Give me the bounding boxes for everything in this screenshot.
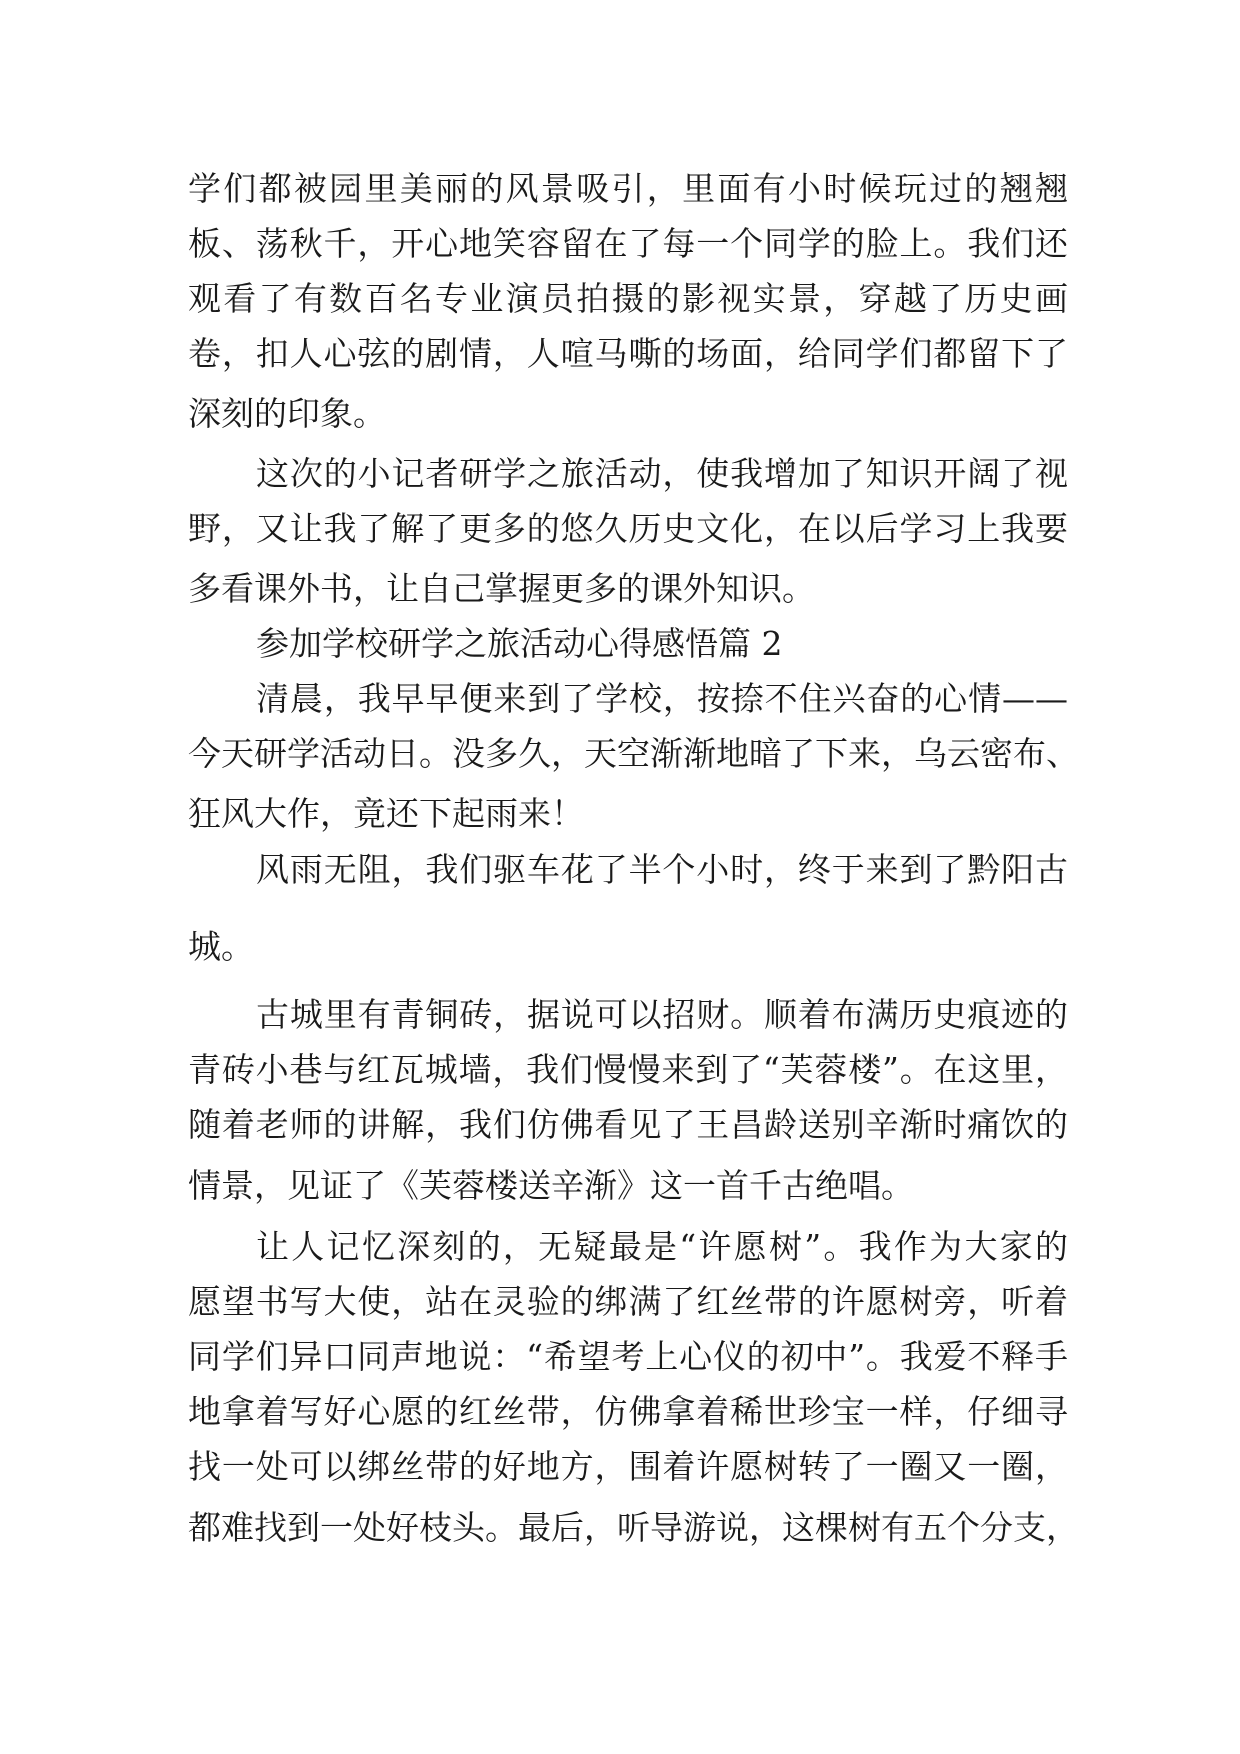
text-line: 情景，见证了《芙蓉楼送辛渐》这一首千古绝唱。: [188, 1166, 914, 1205]
text-line: 城。: [188, 927, 254, 966]
text-line: 板、荡秋千，开心地笑容留在了每一个同学的脸上。我们还: [188, 224, 1068, 263]
paragraph-first-line: 让人记忆深刻的，无疑最是“许愿树”。我作为大家的: [256, 1227, 1068, 1266]
text-line: 狂风大作，竟还下起雨来！: [188, 794, 584, 833]
text-line: 野，又让我了解了更多的悠久历史文化，在以后学习上我要: [188, 509, 1068, 548]
text-line: 观看了有数百名专业演员拍摄的影视实景，穿越了历史画: [188, 279, 1068, 318]
section-heading: 参加学校研学之旅活动心得感悟篇 2: [256, 624, 783, 663]
text-line: 找一处可以绑丝带的好地方，围着许愿树转了一圈又一圈，: [188, 1447, 1068, 1486]
text-line: 地拿着写好心愿的红丝带，仿佛拿着稀世珍宝一样，仔细寻: [188, 1392, 1068, 1431]
text-line: 同学们异口同声地说：“希望考上心仪的初中”。我爱不释手: [188, 1337, 1068, 1376]
text-line: 卷，扣人心弦的剧情，人喧马嘶的场面，给同学们都留下了: [188, 334, 1068, 373]
text-line: 今天研学活动日。没多久，天空渐渐地暗了下来，乌云密布、: [188, 734, 1079, 773]
text-line: 青砖小巷与红瓦城墙，我们慢慢来到了“芙蓉楼”。在这里，: [188, 1050, 1068, 1089]
text-line: 随着老师的讲解，我们仿佛看见了王昌龄送别辛渐时痛饮的: [188, 1105, 1068, 1144]
text-line: 学们都被园里美丽的风景吸引，里面有小时候玩过的翘翘: [188, 169, 1068, 208]
paragraph-first-line: 风雨无阻，我们驱车花了半个小时，终于来到了黔阳古: [256, 850, 1068, 889]
text-line: 都难找到一处好枝头。最后，听导游说，这棵树有五个分支，: [188, 1508, 1079, 1547]
text-line: 愿望书写大使，站在灵验的绑满了红丝带的许愿树旁，听着: [188, 1282, 1068, 1321]
paragraph-first-line: 这次的小记者研学之旅活动，使我增加了知识开阔了视: [256, 454, 1068, 493]
text-line: 深刻的印象。: [188, 394, 386, 433]
paragraph-first-line: 清晨，我早早便来到了学校，按捺不住兴奋的心情——: [256, 679, 1068, 718]
paragraph-first-line: 古城里有青铜砖，据说可以招财。顺着布满历史痕迹的: [256, 995, 1068, 1034]
text-line: 多看课外书，让自己掌握更多的课外知识。: [188, 569, 815, 608]
